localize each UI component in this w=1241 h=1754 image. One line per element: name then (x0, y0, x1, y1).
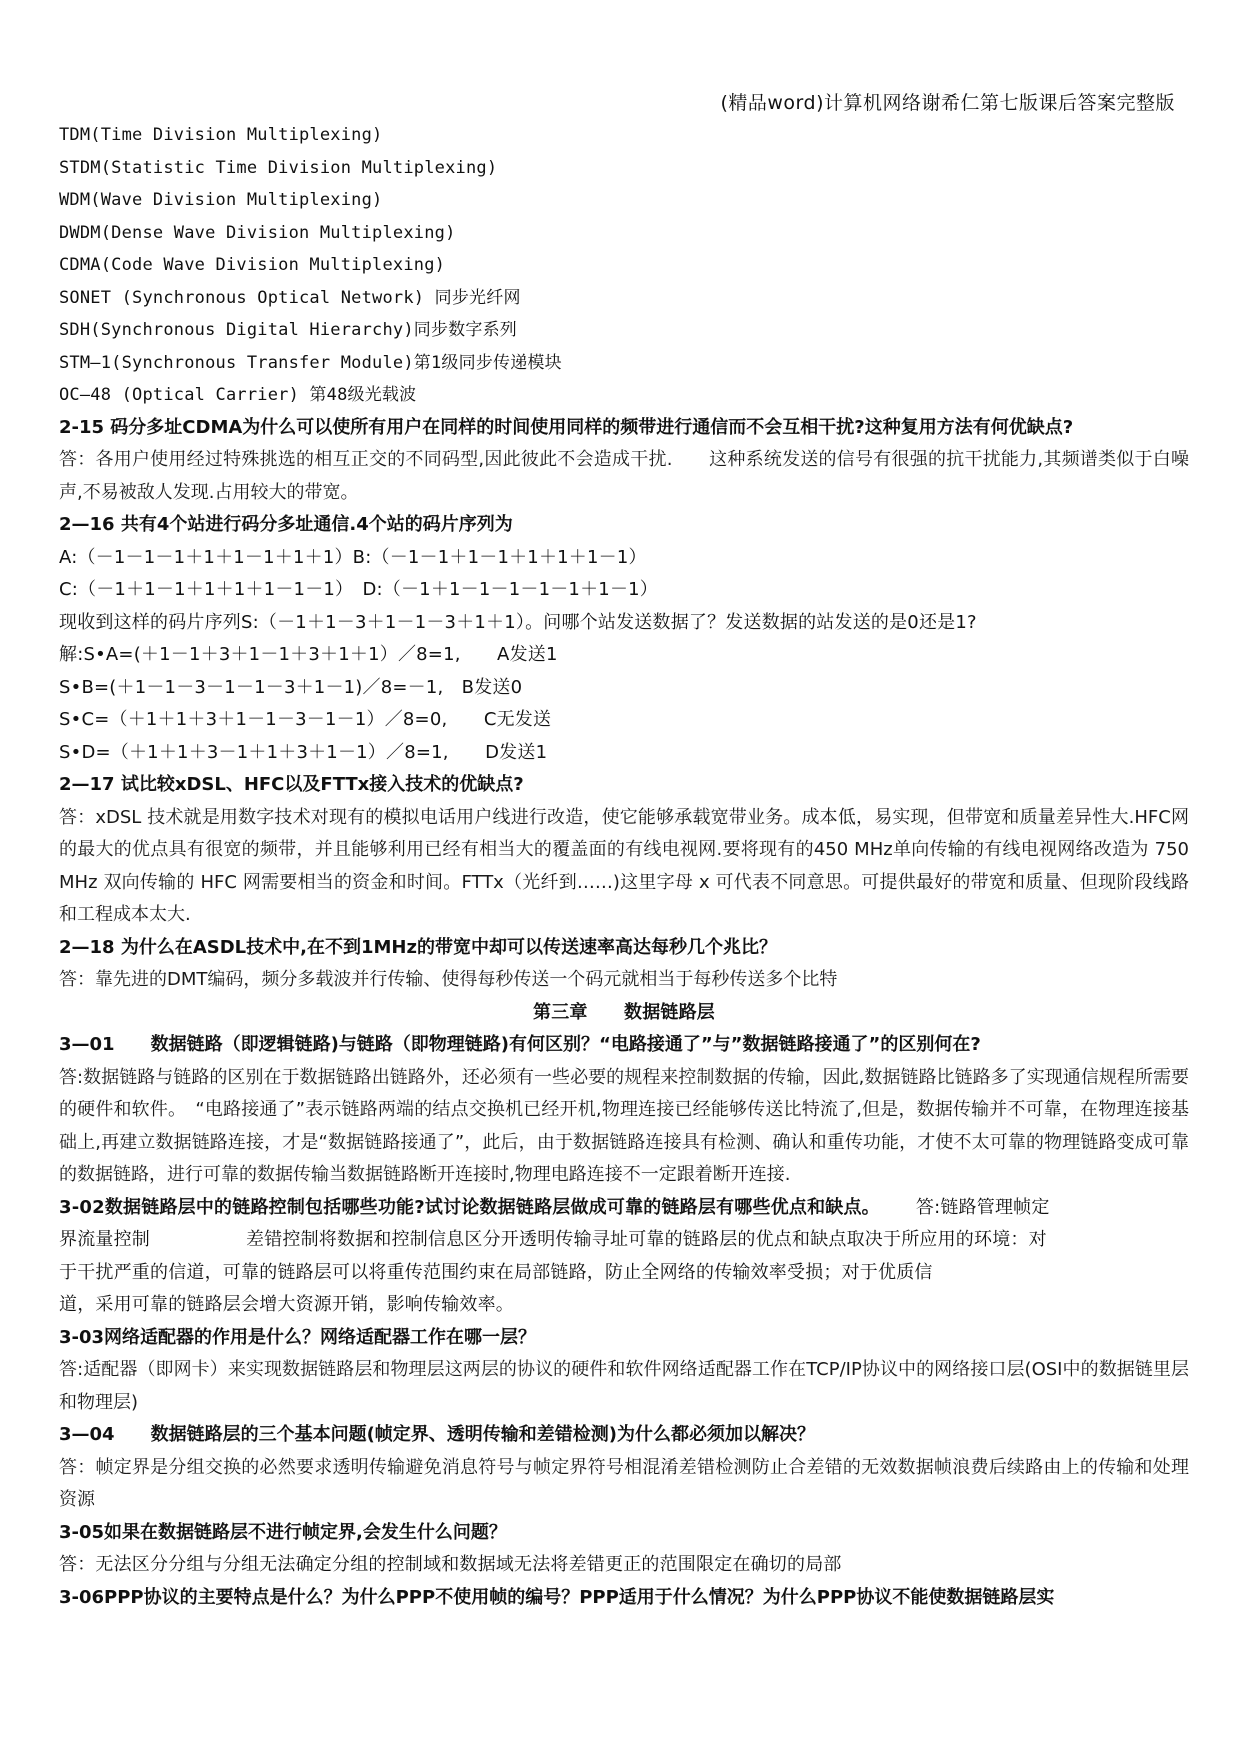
solution-line: S•B=(＋1－1－3－1－1－3＋1－1)／8=－1, B发送0 (59, 676, 523, 698)
question-2-16: 2—16 共有4个站进行码分多址通信.4个站的码片序列为 (59, 514, 513, 535)
received-seq: 现收到这样的码片序列S:（－1＋1－3＋1－1－3＋1＋1）。问哪个站发送数据了？发送数据的站发送的是0还是1? (59, 611, 977, 633)
page-header: (精品word)计算机网络谢希仁第七版课后答案完整版 (720, 92, 1175, 114)
answer-2-15: 答：各用户使用经过特殊挑选的相互正交的不同码型,因此彼此不会造成干扰. 这种系统发送的信号有很强的抗干扰能力,其频谱类似于白噪声,不易被敌人发现.占用较大的带宽。 (59, 449, 1189, 503)
document-body (59, 119, 1189, 1614)
question-3-03: 3-03网络适配器的作用是什么？网络适配器工作在哪一层？ (59, 1326, 537, 1348)
question-2-17: 2—17 试比较xDSL、HFC以及FTTx接入技术的优缺点? (59, 774, 524, 795)
answer-3-01: 答:数据链路与链路的区别在于数据链路出链路外，还必须有一些必要的规程来控制数据的传输，因此,数据链路比链路多了实现通信规程所需要的硬件和软件。 “电路接通了”表示链路两端的结点交换机已经开机,物理连接已经能够传送比特流了,但是，数据传输并不可靠，在物理连接基础上,再建立数据链路连接，才是“数据链路接通了”，此后，由于数据链路连接具有检测、确认和重传功能，才使不太可靠的物理链路变成可靠的数据链路，进行可靠的数据传输当数据链路断开连接时,物理电路连接不一定跟着断开连接. (59, 1066, 1189, 1185)
abbr-line: DWDM(Dense Wave Division Multiplexing) (59, 222, 456, 243)
solution-line: 解:S•A=(＋1－1＋3＋1－1＋3＋1＋1）／8=1, A发送1 (59, 644, 558, 665)
answer-3-02-part: 界流量控制 (59, 1229, 150, 1250)
answer-3-03: 答:适配器（即网卡）来实现数据链路层和物理层这两层的协议的硬件和软件网络适配器工作在TCP/IP协议中的网络接口层(OSI中的数据链里层和物理层) (59, 1359, 1189, 1413)
solution-line: S•C=（＋1＋1＋3＋1－1－3－1－1）／8=0, C无发送 (59, 709, 552, 730)
chip-seq-cd: C:（－1＋1－1＋1＋1＋1－1－1） D:（－1＋1－1－1－1－1＋1－1） (59, 579, 658, 600)
question-3-01: 3—01 数据链路（即逻辑链路)与链路（即物理链路)有何区别？“电路接通了”与”数据链路接通了”的区别何在? (59, 1034, 981, 1055)
question-3-05: 3-05如果在数据链路层不进行帧定界,会发生什么问题？ (59, 1521, 507, 1543)
answer-2-18: 答：靠先进的DMT编码，频分多载波并行传输、使得每秒传送一个码元就相当于每秒传送多个比特 (59, 969, 838, 990)
question-3-06: 3-06PPP协议的主要特点是什么？为什么PPP不使用帧的编号？PPP适用于什么情况？为什么PPP协议不能使数据链路层实 (59, 1586, 1055, 1608)
abbr-line: SDH(Synchronous Digital Hierarchy)同步数字系列 (59, 320, 517, 340)
answer-3-04: 答：帧定界是分组交换的必然要求透明传输避免消息符号与帧定界符号相混淆差错检测防止合差错的无效数据帧浪费后续路由上的传输和处理资源 (59, 1456, 1189, 1510)
abbr-line: TDM(Time Division Multiplexing) (59, 125, 383, 145)
abbr-line: STDM(Statistic Time Division Multiplexing) (59, 157, 498, 178)
question-2-15: 2-15 码分多址CDMA为什么可以使所有用户在同样的时间使用同样的频带进行通信而不会互相干扰?这种复用方法有何优缺点? (59, 416, 1074, 438)
abbr-line: STM—1(Synchronous Transfer Module)第1级同步传递模块 (59, 352, 562, 373)
question-3-04: 3—04 数据链路层的三个基本问题(帧定界、透明传输和差错检测)为什么都必须加以解决？ (59, 1424, 816, 1445)
answer-3-02-start: 答:链路管理帧定 (915, 1196, 1050, 1218)
answer-2-17: 答：xDSL 技术就是用数字技术对现有的模拟电话用户线进行改造，使它能够承载宽带业务。成本低，易实现，但带宽和质量差异性大.HFC网的最大的优点具有很宽的频带，并且能够利用已经有相当大的覆盖面的有线电视网.要将现有的450 MHz单向传输的有线电视网络改造为 750 MHz 双向传输的 HFC 网需要相当的资金和时间。FTTx（光纤到……)这里字母 x 可代表不同意思。可提供最好的带宽和质量、但现阶段线路和工程成本太大. (59, 806, 1189, 925)
question-3-02-line (59, 1192, 1189, 1225)
abbr-line: SONET (Synchronous Optical Network) 同步光纤网 (59, 287, 521, 308)
abbr-line: WDM(Wave Division Multiplexing) (59, 190, 383, 210)
chip-seq-ab: A:（－1－1－1＋1＋1－1＋1＋1）B:（－1－1＋1－1＋1＋1＋1－1） (59, 546, 647, 568)
answer-3-05: 答：无法区分分组与分组无法确定分组的控制域和数据域无法将差错更正的范围限定在确切的局部 (59, 1554, 842, 1575)
abbr-line: CDMA(Code Wave Division Multiplexing) (59, 255, 446, 275)
solution-line: S•D=（＋1＋1＋3－1＋1＋3＋1－1）／8=1, D发送1 (59, 741, 548, 763)
answer-3-02-line (59, 1224, 1189, 1257)
answer-3-02-part: 差错控制将数据和控制信息区分开透明传输寻址可靠的链路层的优点和缺点取决于所应用的环境：对 (246, 1229, 1047, 1250)
question-2-18: 2—18 为什么在ASDL技术中,在不到1MHz的带宽中却可以传送速率高达每秒几个兆比？ (59, 936, 777, 958)
abbr-line: OC—48 (Optical Carrier) 第48级光载波 (59, 385, 417, 405)
chapter-title: 第三章 数据链路层 (533, 1001, 715, 1023)
answer-3-02-line: 于干扰严重的信道，可靠的链路层可以将重传范围约束在局部链路，防止全网络的传输效率受损；对于优质信 (59, 1261, 933, 1283)
question-3-02: 3-02数据链路层中的链路控制包括哪些功能?试讨论数据链路层做成可靠的链路层有哪些优点和缺点。 (59, 1196, 880, 1218)
answer-3-02-line: 道，采用可靠的链路层会增大资源开销，影响传输效率。 (59, 1294, 514, 1315)
